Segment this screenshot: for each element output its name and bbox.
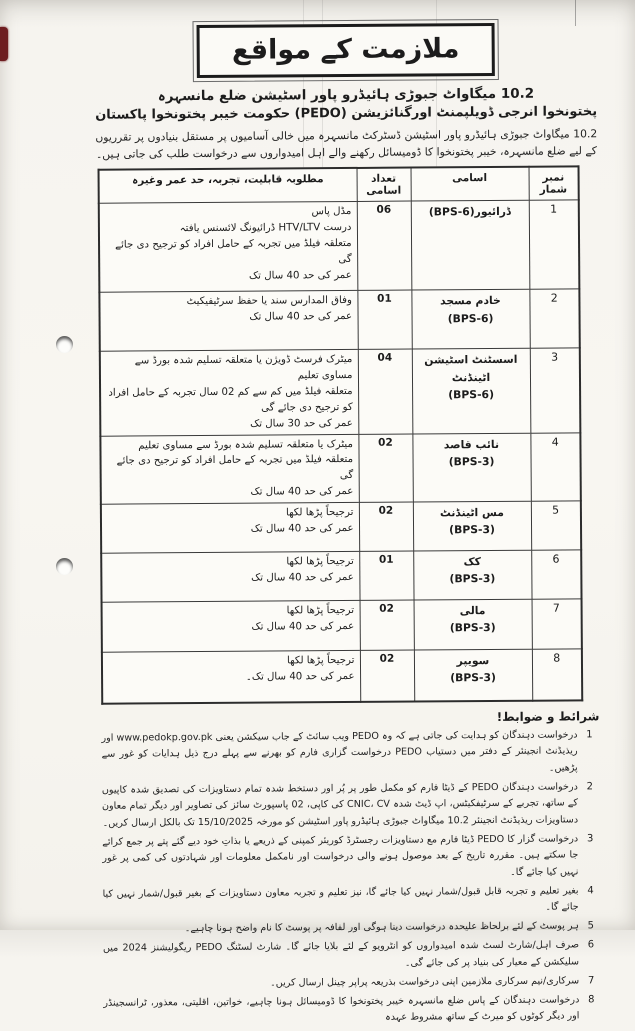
table-row [99, 200, 580, 292]
cell-position [412, 349, 531, 434]
table-row [99, 289, 579, 351]
term-number: 6 [587, 939, 595, 951]
position-line: نائب قاصد [443, 437, 500, 451]
cell-serial: 8 [532, 649, 582, 701]
term-text: ہر پوسٹ کے لئے برلحاظ علیحدہ درخواست دینا ہوگی اور لفافہ پر پوسٹ کا نام واضح ہونا چاہیے۔ [184, 920, 579, 935]
qualification-line: میٹرک یا متعلقہ تسلیم شدہ بورڈ سے مساوی تعلیم [138, 438, 353, 452]
term-text: درخواست دہندگان کو ہدایت کی جاتی ہے کہ وہ PEDO ویب سائٹ کے جاب سیکشن یعنی www.pedokp.gov.pk اور ریذیڈنٹ انجینئر کے دفتر میں دستیاب PEDO درخواست گزاری فارم کو بھرنے سے پہلے درج ذیل ہدایات کو غور سے پڑھیں۔ [101, 729, 578, 774]
cell-count: 02 [360, 650, 414, 702]
qualification-line: عمر کی حد 40 سال تک [248, 269, 352, 282]
cell-position [414, 649, 532, 701]
term-text: درخواست دہندگان PEDO کے ڈیٹا فارم کو مکمل طور پر پُر اور دستخط شدہ تمام دستاویزات کی تصدیق شدہ کاپیوں کے ساتھ، تجربے کے سرٹیفکیٹس، اپ ڈیٹ شدہ CNIC، CV کی کاپی، 02 پاسپورٹ سائز کی تصاویر اور دیگر تمام معاون دستاویزات ریذیڈنٹ انجینئر 10.2 میگاواٹ جبوڑی ہائیڈرو پاور اسٹیشن کو مورخہ 15/10/2025 تک بالکل ارسال کریں۔ [101, 781, 579, 829]
cell-serial: 3 [530, 348, 581, 432]
col-header-qualification: مطلوبہ قابلیت، تجربہ، حد عمر وغیرہ [99, 168, 357, 203]
position-line: مس اٹینڈنٹ [439, 505, 504, 520]
term-item [101, 883, 603, 920]
cell-qualification [99, 202, 358, 293]
cell-qualification [99, 291, 357, 352]
cell-position [414, 599, 532, 650]
qualification-line: متعلقہ فیلڈ میں تجربہ کے حامل افراد کو ترجیح دی جائے گی [115, 238, 352, 265]
terms-list [99, 727, 603, 1028]
cell-qualification [100, 350, 359, 436]
banner-title: ملازمت کے مواقع [231, 33, 460, 66]
qualification-line: عمر کی حد 40 سال تک [249, 311, 353, 323]
table-row [100, 432, 580, 504]
cell-serial: 6 [531, 550, 581, 599]
term-item [101, 973, 603, 993]
term-text: بغیر تعلیم و تجربہ قابل قبول/شمار نہیں کیا جائے گا، نیز تعلیم و تجربہ معاون دستاویزات کے بغیر قبول/شمار نہیں کیا جائے گا۔ [102, 885, 579, 913]
punch-hole-icon [56, 558, 73, 575]
terms-heading: شرائط و ضوابط! [496, 709, 600, 724]
term-text: صرف اہل/شارٹ لسٹ شدہ امیدواروں کو انٹرویو کے لئے بلایا جائے گا۔ شارٹ لسٹنگ PEDO ریگولیشنز 2024 میں سلیکشن کے معیار کی بنیاد پر کی جائے گی۔ [102, 939, 580, 969]
position-line: اسسٹنٹ اسٹیشن اٹینڈنٹ [424, 353, 518, 385]
term-item [99, 727, 601, 780]
qualification-line: متعلقہ فیلڈ میں تجربہ کے حامل افراد کو ترجیح دی جائے گی [116, 454, 354, 482]
red-ink-mark [0, 27, 8, 61]
qualification-line: میٹرک فرسٹ ڈویژن یا متعلقہ تسلیم شدہ بورڈ سے مساوی تعلیم [134, 354, 353, 382]
term-text: سرکاری/نیم سرکاری ملازمین اپنی درخواست بذریعہ پراپر چینل ارسال کریں۔ [270, 975, 580, 989]
job-title-banner [197, 23, 495, 78]
col-header-position: اسامی [411, 167, 529, 201]
table-row [101, 501, 581, 553]
position-line: (BPS-3) [448, 454, 495, 469]
position-line: (BPS-6) [448, 387, 495, 402]
col-header-count: تعداد اسامی [357, 168, 411, 202]
position-line: سویپر [456, 653, 490, 668]
qualification-line: ترجیحاً پڑھا لکھا [286, 654, 355, 667]
term-number: 1 [586, 729, 593, 741]
qualification-line: درست HTV/LTV ڈرائیونگ لائسنس یافتہ [179, 222, 352, 235]
cell-count: 01 [359, 551, 413, 600]
cell-qualification [101, 551, 359, 602]
term-number: 2 [586, 781, 594, 793]
term-text: درخواست دہندگان کے پاس ضلع مانسہرہ خیبر پختونخوا کا ڈومیسائل ہونا چاہیے، خواتین، اقلیتی، معذور، ٹرانسجینڈر اور دیگر کوٹوں کو میرٹ کے ساتھ مشروط عہدہ [103, 994, 580, 1024]
cell-count: 04 [358, 350, 413, 434]
cell-qualification [102, 600, 360, 652]
term-number: 3 [586, 833, 594, 845]
qualification-line: ترجیحاً پڑھا لکھا [286, 555, 354, 568]
term-item [101, 919, 603, 939]
cell-count: 02 [358, 434, 412, 503]
qualification-line: عمر کی حد 40 سال تک [251, 571, 354, 584]
col-header-serial: نمبر شمار [529, 167, 579, 201]
cell-position [411, 201, 530, 291]
position-line: مالی [459, 603, 486, 618]
cell-qualification [101, 502, 359, 553]
vacancies-table [98, 166, 584, 705]
cell-position [411, 290, 529, 350]
qualification-line: عمر کی حد 40 سال تک [250, 522, 354, 535]
cell-serial: 2 [529, 289, 579, 348]
term-item [100, 779, 602, 832]
cell-position [413, 501, 531, 551]
term-item [101, 992, 603, 1029]
term-number: 5 [587, 920, 595, 932]
term-item [100, 831, 602, 884]
term-number: 8 [588, 994, 595, 1006]
cell-qualification [102, 650, 360, 703]
cell-serial: 1 [529, 200, 580, 289]
position-line: ڈرائیور(BPS-6) [428, 205, 511, 219]
cell-position [412, 433, 530, 502]
term-number: 7 [587, 975, 595, 987]
table-header-row [99, 167, 579, 204]
punch-hole-icon [56, 336, 73, 353]
qualification-line: وفاق المدارس سند یا حفظ سرٹیفیکیٹ [186, 295, 352, 308]
position-line: خادم مسجد [440, 294, 501, 308]
cell-qualification [100, 434, 358, 504]
term-number: 4 [587, 885, 594, 897]
advert-content [94, 16, 603, 1031]
qualification-line: ترجیحاً پڑھا لکھا [286, 604, 355, 617]
qualification-line: ترجیحاً پڑھا لکھا [285, 506, 354, 519]
qualification-line: عمر کی حد 40 سال تک [250, 485, 354, 498]
cell-count: 01 [357, 291, 411, 350]
table-row [102, 599, 582, 652]
cell-serial: 5 [531, 501, 581, 550]
term-item [101, 938, 603, 975]
cell-count: 06 [357, 202, 412, 291]
cell-count: 02 [359, 502, 413, 551]
term-text: درخواست گزار کا PEDO ڈیٹا فارم مع دستاویزات رجسٹرڈ کوریئر کمپنی کے ذریعے یا بذاتِ خود دیے گئے پتے پر جمع کرائے جا سکتے ہیں۔ مقررہ تاریخ کے بعد موصول ہونے والی درخواست اور نامکمل معلومات اور شہادتوں کی کمی پر غور نہیں کیا جائے گا۔ [102, 833, 579, 878]
qualification-line: عمر کی حد 30 سال تک [250, 417, 353, 430]
position-line: (BPS-3) [449, 523, 495, 537]
position-line: (BPS-6) [447, 311, 494, 326]
position-line: کک [463, 554, 481, 568]
project-title: 10.2 میگاواٹ جبوڑی ہائیڈرو پاور اسٹیشن ضلع مانسہرہ [157, 85, 535, 105]
cell-serial: 4 [530, 432, 580, 501]
table-row [100, 348, 581, 435]
position-line: (BPS-3) [449, 572, 496, 586]
position-line: (BPS-3) [450, 671, 497, 685]
qualification-line: مڈل پاس [311, 206, 352, 218]
qualification-line: عمر کی حد 40 سال تک۔ [245, 670, 355, 683]
intro-paragraph: 10.2 میگاواٹ جبوڑی ہائیڈرو پاور اسٹیشن ڈسٹرکٹ مانسہرہ میں خالی آسامیوں پر مستقل بنیادوں پر تقرریوں کے لیے ضلع مانسہرہ، خیبر پختونخوا کا ڈومیسائل رکھنے والے اہل امیدواروں سے درخواست طلب کی جاتی ہیں۔ [95, 127, 598, 161]
position-line: (BPS-3) [449, 621, 496, 635]
cell-serial: 7 [532, 599, 582, 649]
qualification-line: عمر کی حد 40 سال تک [251, 620, 355, 633]
cell-position [413, 550, 531, 600]
qualification-line: متعلقہ فیلڈ میں کم سے کم 02 سال تجربہ کے حامل افراد کو ترجیح دی جائے گی [108, 386, 353, 414]
organization-title: پختونخوا انرجی ڈویلپمنٹ اورگنائزیشن (PEDO) حکومت خیبر پختونخوا پاکستان [95, 104, 598, 123]
table-row [102, 649, 582, 704]
table-row [101, 550, 581, 602]
cell-count: 02 [360, 600, 414, 650]
